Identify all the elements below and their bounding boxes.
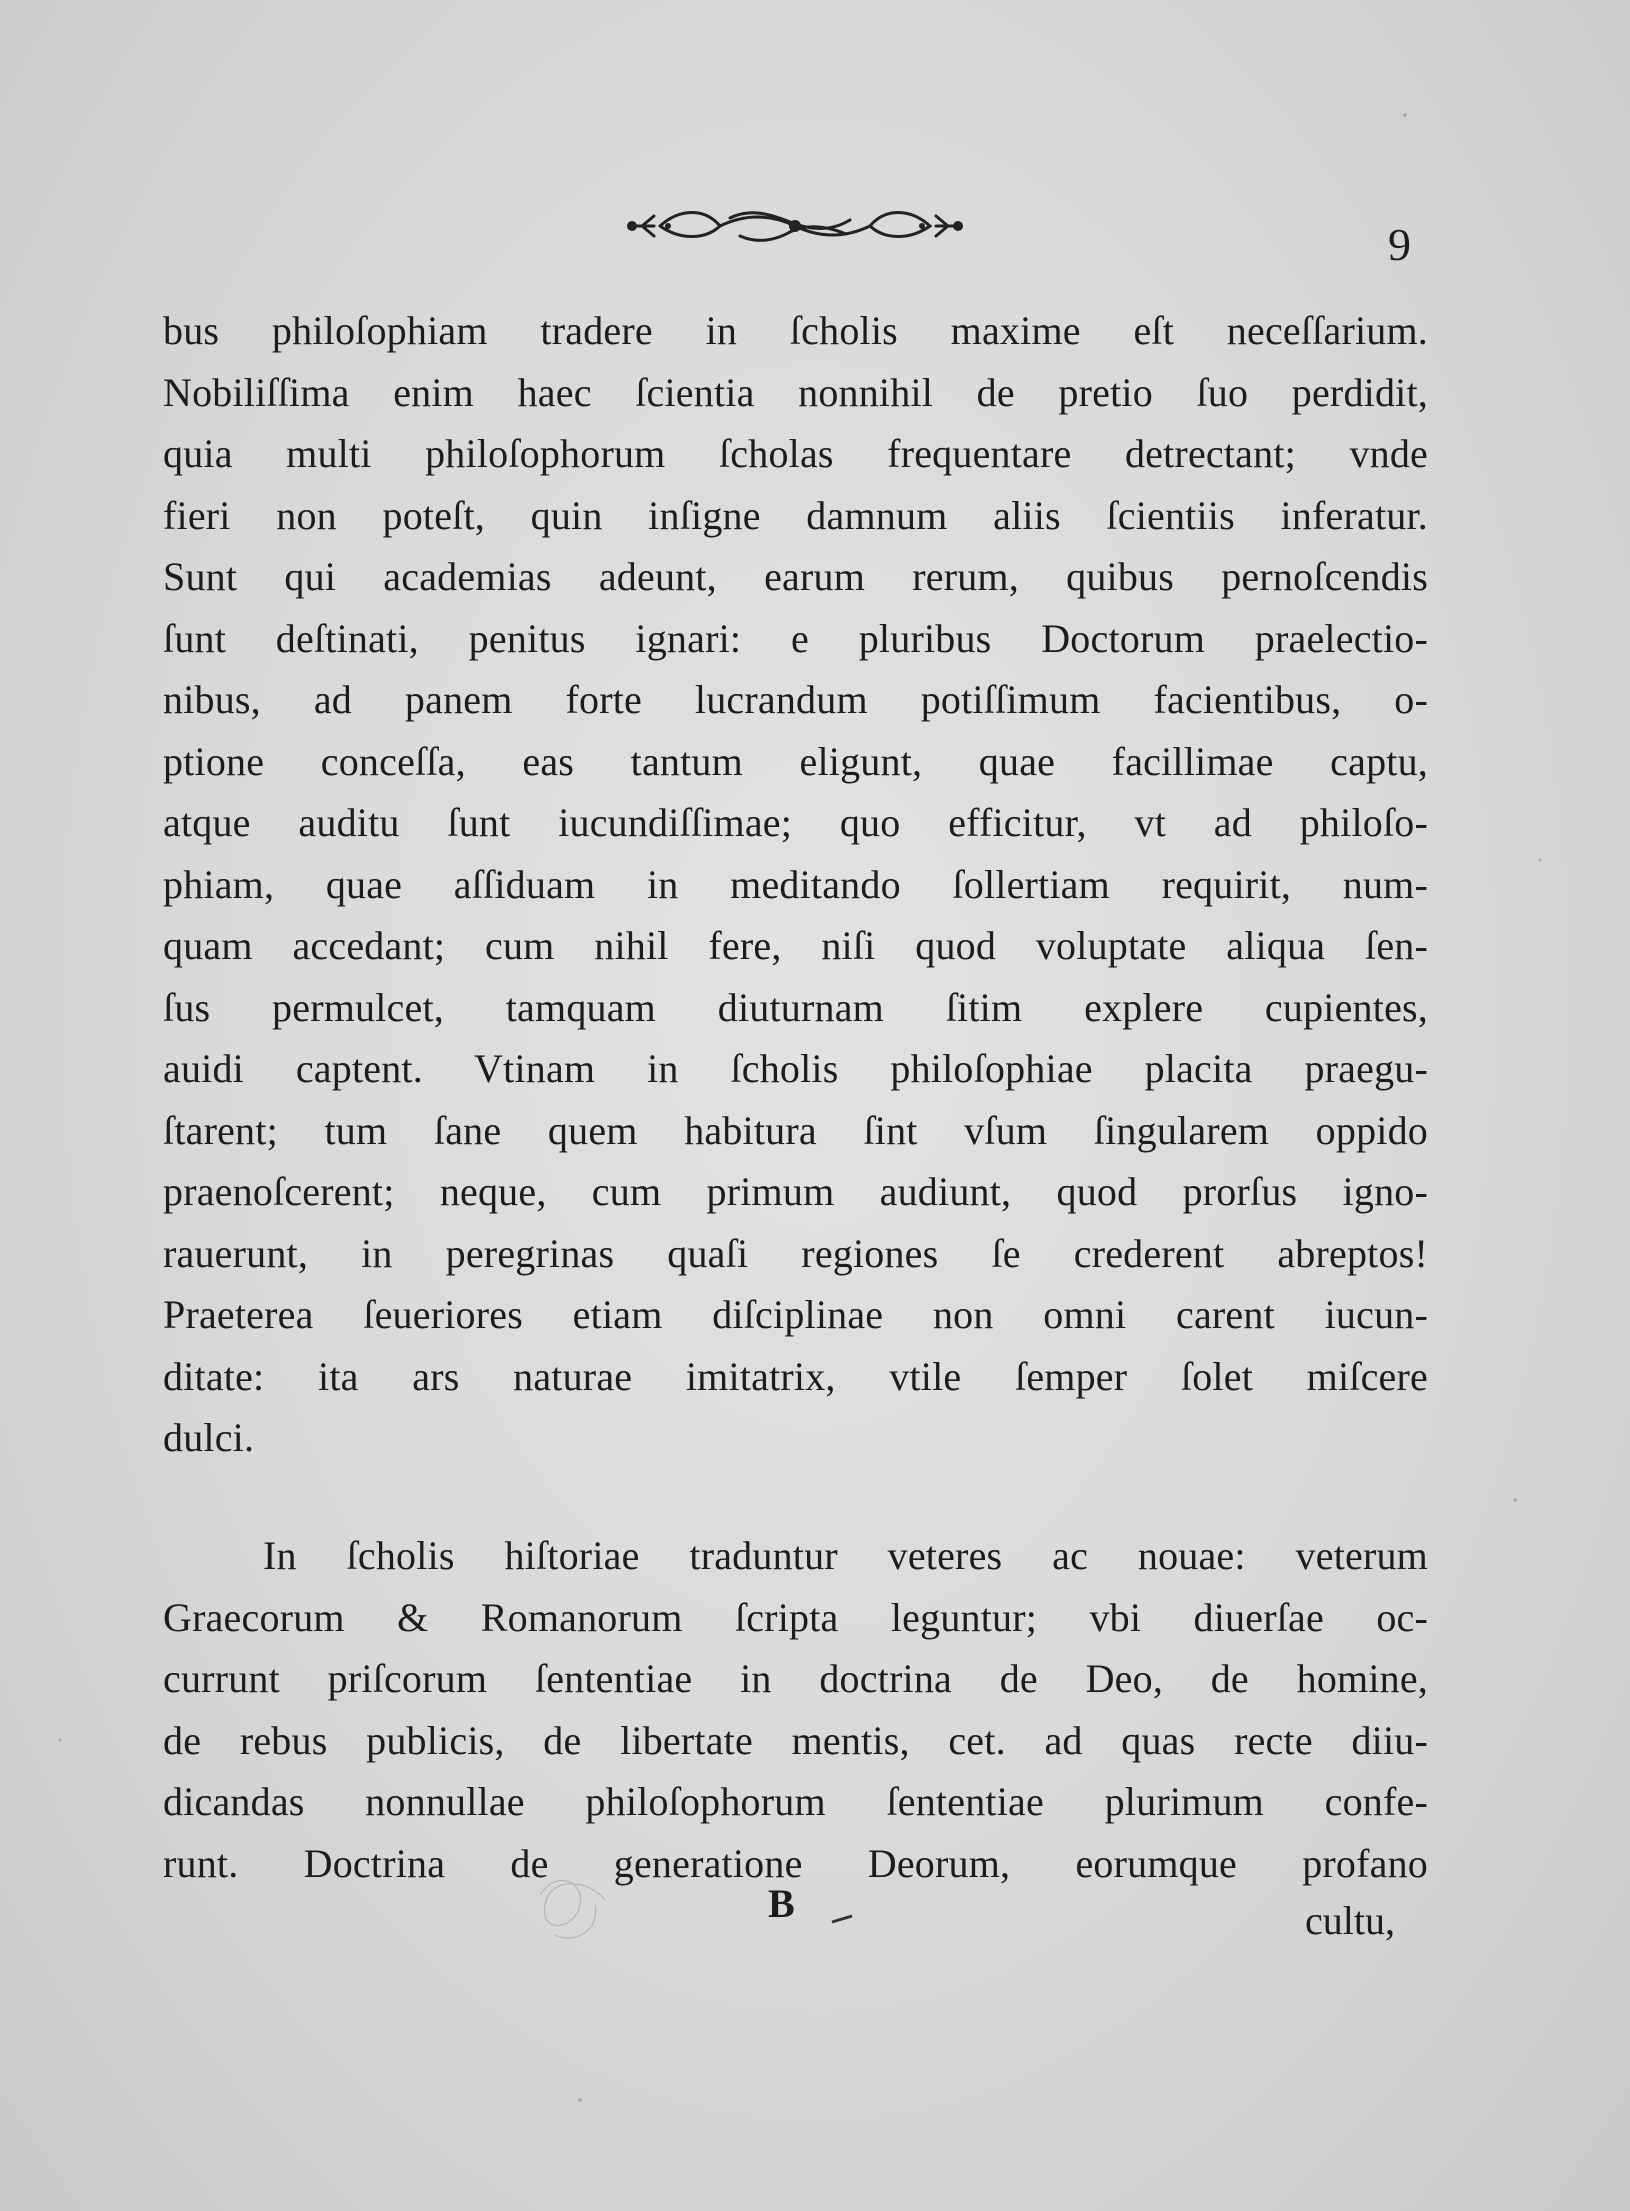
text-line: ptione conceſſa, eas tantum eligunt, quae facillimae captu, (163, 738, 1428, 784)
text-line: de rebus publicis, de libertate mentis, cet. ad quas recte diiu- (163, 1717, 1428, 1763)
text-line: auidi captent. Vtinam in ſcholis philoſophiae placita praegu- (163, 1046, 1428, 1091)
text-line: quam accedant; cum nihil fere, niſi quod voluptate aliqua ſen- (163, 923, 1428, 968)
signature-mark: B (768, 1881, 795, 1926)
text-line: dulci. (163, 1415, 255, 1460)
text-line: atque auditu ſunt iucundiſſimae; quo efficitur, vt ad philoſo- (163, 800, 1428, 845)
text-line: praenoſcerent; neque, cum primum audiunt, quod prorſus igno- (163, 1169, 1428, 1214)
paragraph-1 (163, 300, 1428, 1469)
text-line: Sunt qui academias adeunt, earum rerum, quibus pernoſcendis (163, 554, 1428, 599)
text-line: Praeterea ſeueriores etiam diſciplinae non omni carent iucun- (163, 1292, 1428, 1337)
text-line: dicandas nonnullae philoſophorum ſententiae plurimum confe- (163, 1779, 1428, 1824)
paragraph-2 (163, 1525, 1428, 1894)
text-line: fieri non poteſt, quin inſigne damnum aliis ſcientiis inferatur. (163, 492, 1428, 538)
text-line: rauerunt, in peregrinas quaſi regiones ſe crederent abreptos! (163, 1230, 1428, 1276)
text-line: ſtarent; tum ſane quem habitura ſint vſum ſingularem oppido (163, 1107, 1428, 1153)
catchword: cultu, (1305, 1898, 1395, 1943)
text-line: Nobiliſſima enim haec ſcientia nonnihil de pretio ſuo perdidit, (163, 369, 1428, 415)
text-line: currunt priſcorum ſententiae in doctrina de Deo, de homine, (163, 1656, 1428, 1701)
text-line: ditate: ita ars naturae imitatrix, vtile ſemper ſolet miſcere (163, 1353, 1428, 1399)
headpiece-ornament (620, 196, 970, 256)
text-line: quia multi philoſophorum ſcholas frequentare detrectant; vnde (163, 431, 1428, 476)
text-line: bus philoſophiam tradere in ſcholis maxime eſt neceſſarium. (163, 308, 1428, 353)
page-number: 9 (1388, 219, 1411, 270)
text-line: ſus permulcet, tamquam diuturnam ſitim explere cupientes, (163, 984, 1428, 1030)
text-line: phiam, quae aſſiduam in meditando ſollertiam requirit, num- (163, 861, 1428, 907)
text-line: runt. Doctrina de generatione Deorum, eorumque profano (163, 1840, 1428, 1886)
text-line: In ſcholis hiſtoriae traduntur veteres ac nouae: veterum (263, 1533, 1428, 1578)
text-line: nibus, ad panem forte lucrandum potiſſimum facientibus, o- (163, 677, 1428, 722)
text-line: ſunt deſtinati, penitus ignari: e pluribus Doctorum praelectio- (163, 615, 1428, 661)
text-line: Graecorum & Romanorum ſcripta leguntur; vbi diuerſae oc- (163, 1594, 1428, 1640)
